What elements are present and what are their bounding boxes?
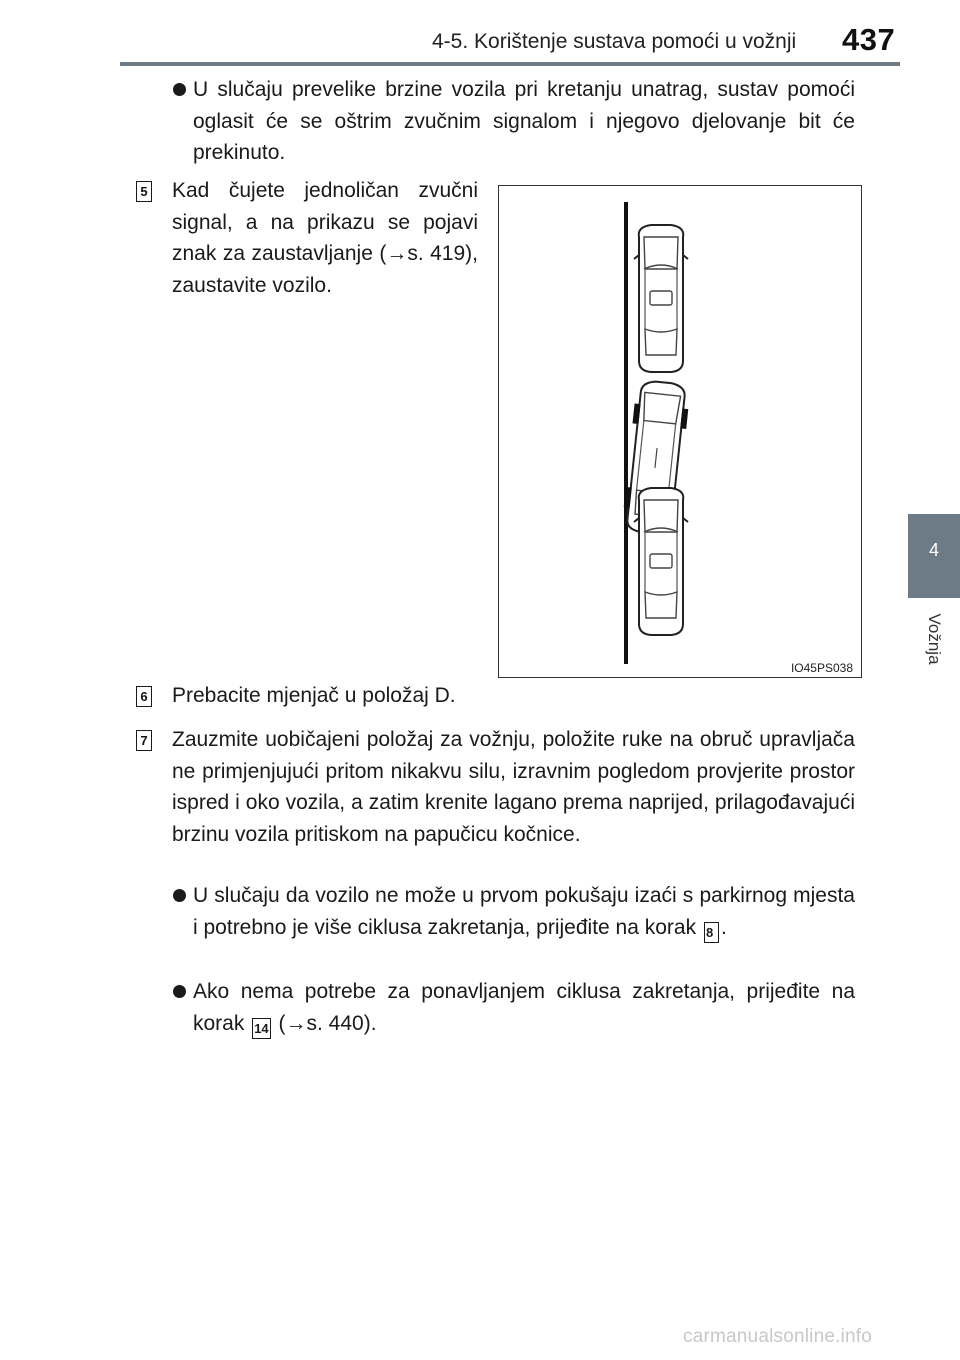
bullet-retry-text: U slučaju da vozilo ne može u prvom pokušaju izaći s parkirnog mjesta i potrebno je više ciklusa zakretanja, prijeđite na korak: [193, 884, 855, 939]
step-5-text: Kad čujete jednoličan zvučni signal, a na prikazu se pojavi znak za zaustavljanje (→s. 419), zaustavite vozilo.: [172, 179, 478, 297]
step-6-text: Prebacite mjenjač u položaj D.: [172, 684, 456, 707]
bullet-no-retry: [193, 976, 855, 1039]
parking-diagram: [498, 185, 862, 678]
step-7-marker: 7: [136, 730, 152, 751]
parking-diagram-icon: [499, 186, 863, 679]
section-title: 4-5. Korištenje sustava pomoći u vožnji: [432, 30, 797, 53]
page-header: [0, 0, 960, 60]
step-8-ref[interactable]: 8: [704, 922, 719, 943]
bullet-retry-end: .: [720, 915, 727, 939]
bullet-dot: [173, 889, 186, 902]
bullet-speed-warning: U slučaju prevelike brzine vozila pri kretanju unatrag, sustav pomoći oglasit će se oštrim zvučnim signalom i njegovo djelovanje bit će prekinuto.: [193, 78, 855, 164]
bullet-no-retry-text: Ako nema potrebe za ponavljanjem ciklusa zakretanja, prijeđite na korak: [193, 980, 855, 1035]
step-6-marker: 6: [136, 686, 152, 707]
parked-car-front: [634, 225, 688, 372]
chapter-label-area: [908, 598, 960, 680]
header-rule: [120, 62, 900, 66]
chapter-number: 4: [928, 540, 939, 560]
page-reference[interactable]: (→s. 440).: [278, 1011, 377, 1035]
parked-car-rear: [634, 488, 688, 635]
page-number: 437: [842, 22, 896, 57]
chapter-label: Vožnja: [925, 613, 944, 665]
step-7-text: Zauzmite uobičajeni položaj za vožnju, položite ruke na obruč upravljača ne primjenjujući pritom nikakvu silu, izravnim pogledom provjerite prostor ispred i oko vozila, a zatim krenite lagano prema naprijed, prilagođavajući brzinu vozila pritiskom na papučicu kočnice.: [172, 728, 855, 846]
bullet-dot: [173, 985, 186, 998]
step-5-marker: 5: [136, 181, 152, 202]
bullet-retry-steps: [193, 880, 855, 943]
watermark: carmanualsonline.info: [683, 1326, 873, 1347]
figure-code: IO45PS038: [790, 661, 853, 675]
chapter-tab: [908, 514, 960, 598]
bullet-dot: [173, 83, 186, 96]
step-14-ref[interactable]: 14: [252, 1018, 270, 1039]
